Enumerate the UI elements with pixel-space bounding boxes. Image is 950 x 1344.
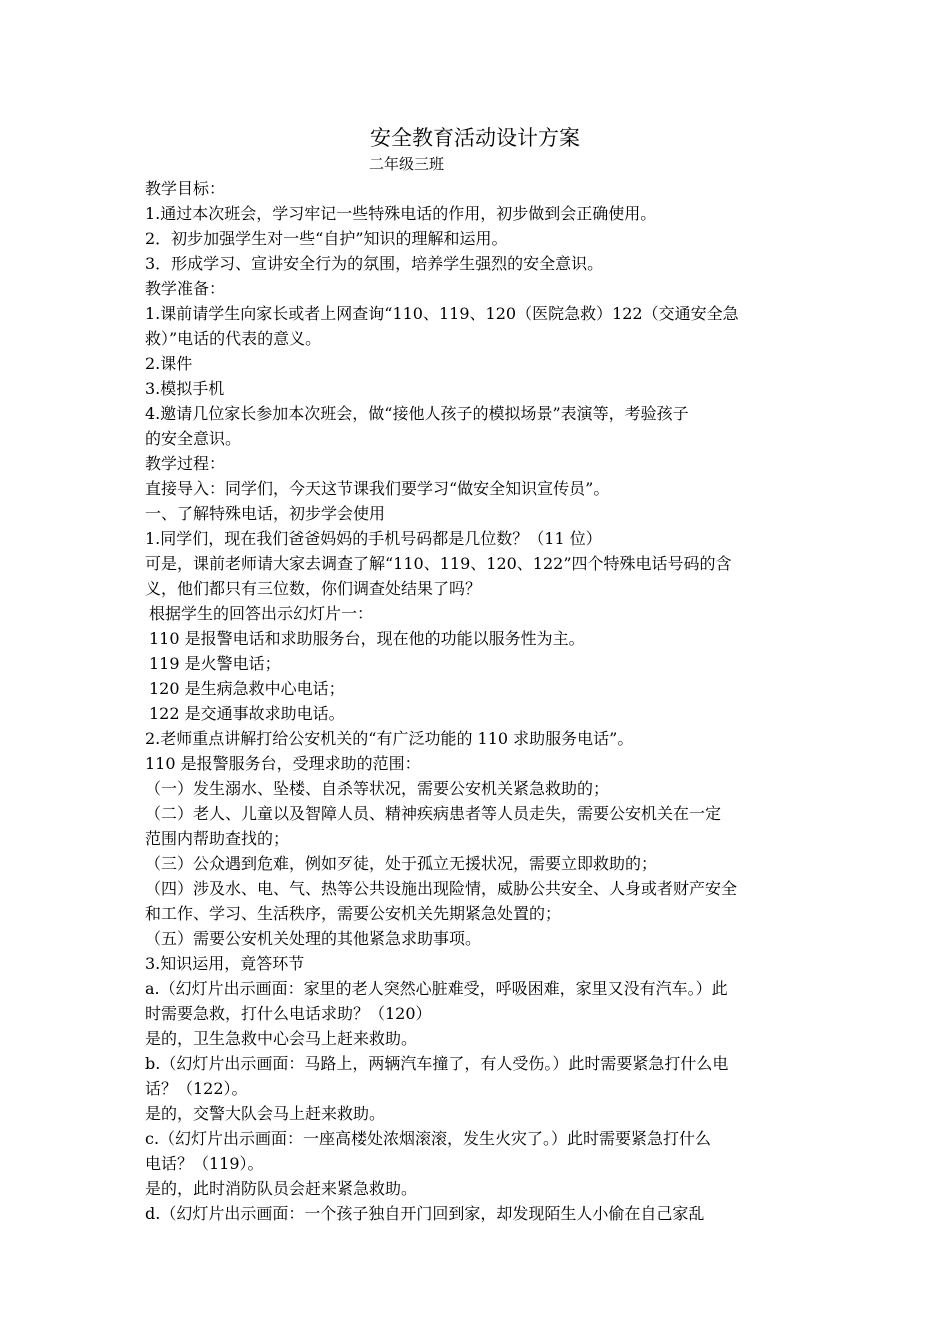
paragraph-line: 110 是报警电话和求助服务台，现在他的功能以服务性为主。 (149, 629, 585, 648)
document-subtitle: 二年级三班 (369, 155, 445, 173)
document-title: 安全教育活动设计方案 (370, 126, 580, 150)
paragraph-line: d.（幻灯片出示画面：一个孩子独自开门回到家，却发现陌生人小偷在自己家乱 (145, 1204, 705, 1223)
paragraph-line: 一、了解特殊电话，初步学会使用 (145, 504, 386, 523)
paragraph-line: 1.同学们，现在我们爸爸妈妈的手机号码都是几位数？（11 位） (145, 529, 602, 548)
section-heading-preparation: 教学准备： (145, 279, 226, 298)
paragraph-line: 救）”电话的代表的意义。 (145, 329, 322, 348)
document-body (145, 176, 810, 1226)
paragraph-line: b.（幻灯片出示画面：马路上，两辆汽车撞了，有人受伤。）此时需要紧急打什么电 (145, 1054, 729, 1073)
paragraph-line: 话？（122）。 (145, 1079, 248, 1098)
paragraph-line: a.（幻灯片出示画面：家里的老人突然心脏难受，呼吸困难，家里又没有汽车。）此 (145, 979, 728, 998)
paragraph-line: 119 是火警电话； (149, 654, 281, 673)
paragraph-line: 3.模拟手机 (145, 379, 225, 398)
paragraph-line: 可是，课前老师请大家去调查了解“110、119、120、122”四个特殊电话号码的含 (145, 554, 732, 573)
paragraph-line: 和工作、学习、生活秩序，需要公安机关先期紧急处置的； (145, 904, 562, 923)
paragraph-line: 范围内帮助查找的； (145, 829, 290, 848)
paragraph-line: 根据学生的回答出示幻灯片一： (149, 604, 374, 623)
paragraph-line: （三）公众遇到危难，例如歹徒，处于孤立无援状况，需要立即救助的； (145, 854, 658, 873)
paragraph-line: 电话？（119）。 (145, 1154, 264, 1173)
paragraph-line: 的安全意识。 (145, 429, 242, 448)
paragraph-line: （四）涉及水、电、气、热等公共设施出现险情，威胁公共安全、人身或者财产安全 (145, 879, 738, 898)
paragraph-line: （五）需要公安机关处理的其他紧急求助事项。 (145, 929, 482, 948)
paragraph-line: 120 是生病急救中心电话； (149, 679, 345, 698)
paragraph-line: 122 是交通事故求助电话。 (149, 704, 345, 723)
section-heading-goals: 教学目标： (145, 179, 226, 198)
paragraph-line: 2.课件 (145, 354, 193, 373)
paragraph-line: 2．初步加强学生对一些“自护”知识的理解和运用。 (145, 229, 508, 248)
paragraph-line: 2.老师重点讲解打给公安机关的“有广泛功能的 110 求助服务电话”。 (145, 729, 634, 748)
paragraph-line: 时需要急救，打什么电话求助？（120） (145, 1004, 432, 1023)
paragraph-line: （二）老人、儿童以及智障人员、精神疾病患者等人员走失，需要公安机关在一定 (145, 804, 722, 823)
paragraph-line: 4.邀请几位家长参加本次班会，做“接他人孩子的模拟场景”表演等，考验孩子 (145, 404, 689, 423)
paragraph-line: （一）发生溺水、坠楼、自杀等状况，需要公安机关紧急救助的； (145, 779, 610, 798)
paragraph-line: 是的，此时消防队员会赶来紧急救助。 (145, 1179, 418, 1198)
paragraph-line: 是的，交警大队会马上赶来救助。 (145, 1104, 386, 1123)
paragraph-line: 110 是报警服务台，受理求助的范围： (145, 754, 421, 773)
paragraph-line: 3.知识运用，竟答环节 (145, 954, 305, 973)
paragraph-line: 1.课前请学生向家长或者上网查询“110、119、120（医院急救）122（交通安全急 (145, 304, 739, 323)
paragraph-line: 义，他们都只有三位数，你们调查处结果了吗？ (145, 579, 482, 598)
paragraph-line: 是的，卫生急救中心会马上赶来救助。 (145, 1029, 418, 1048)
section-heading-process: 教学过程： (145, 454, 226, 473)
paragraph-line: c.（幻灯片出示画面：一座高楼处浓烟滚滚，发生火灾了。）此时需要紧急打什么 (145, 1129, 712, 1148)
paragraph-line: 3．形成学习、宣讲安全行为的氛围，培养学生强烈的安全意识。 (145, 254, 604, 273)
paragraph-line: 直接导入：同学们，今天这节课我们要学习“做安全知识宣传员”。 (145, 479, 610, 498)
paragraph-line: 1.通过本次班会，学习牢记一些特殊电话的作用，初步做到会正确使用。 (145, 204, 657, 223)
